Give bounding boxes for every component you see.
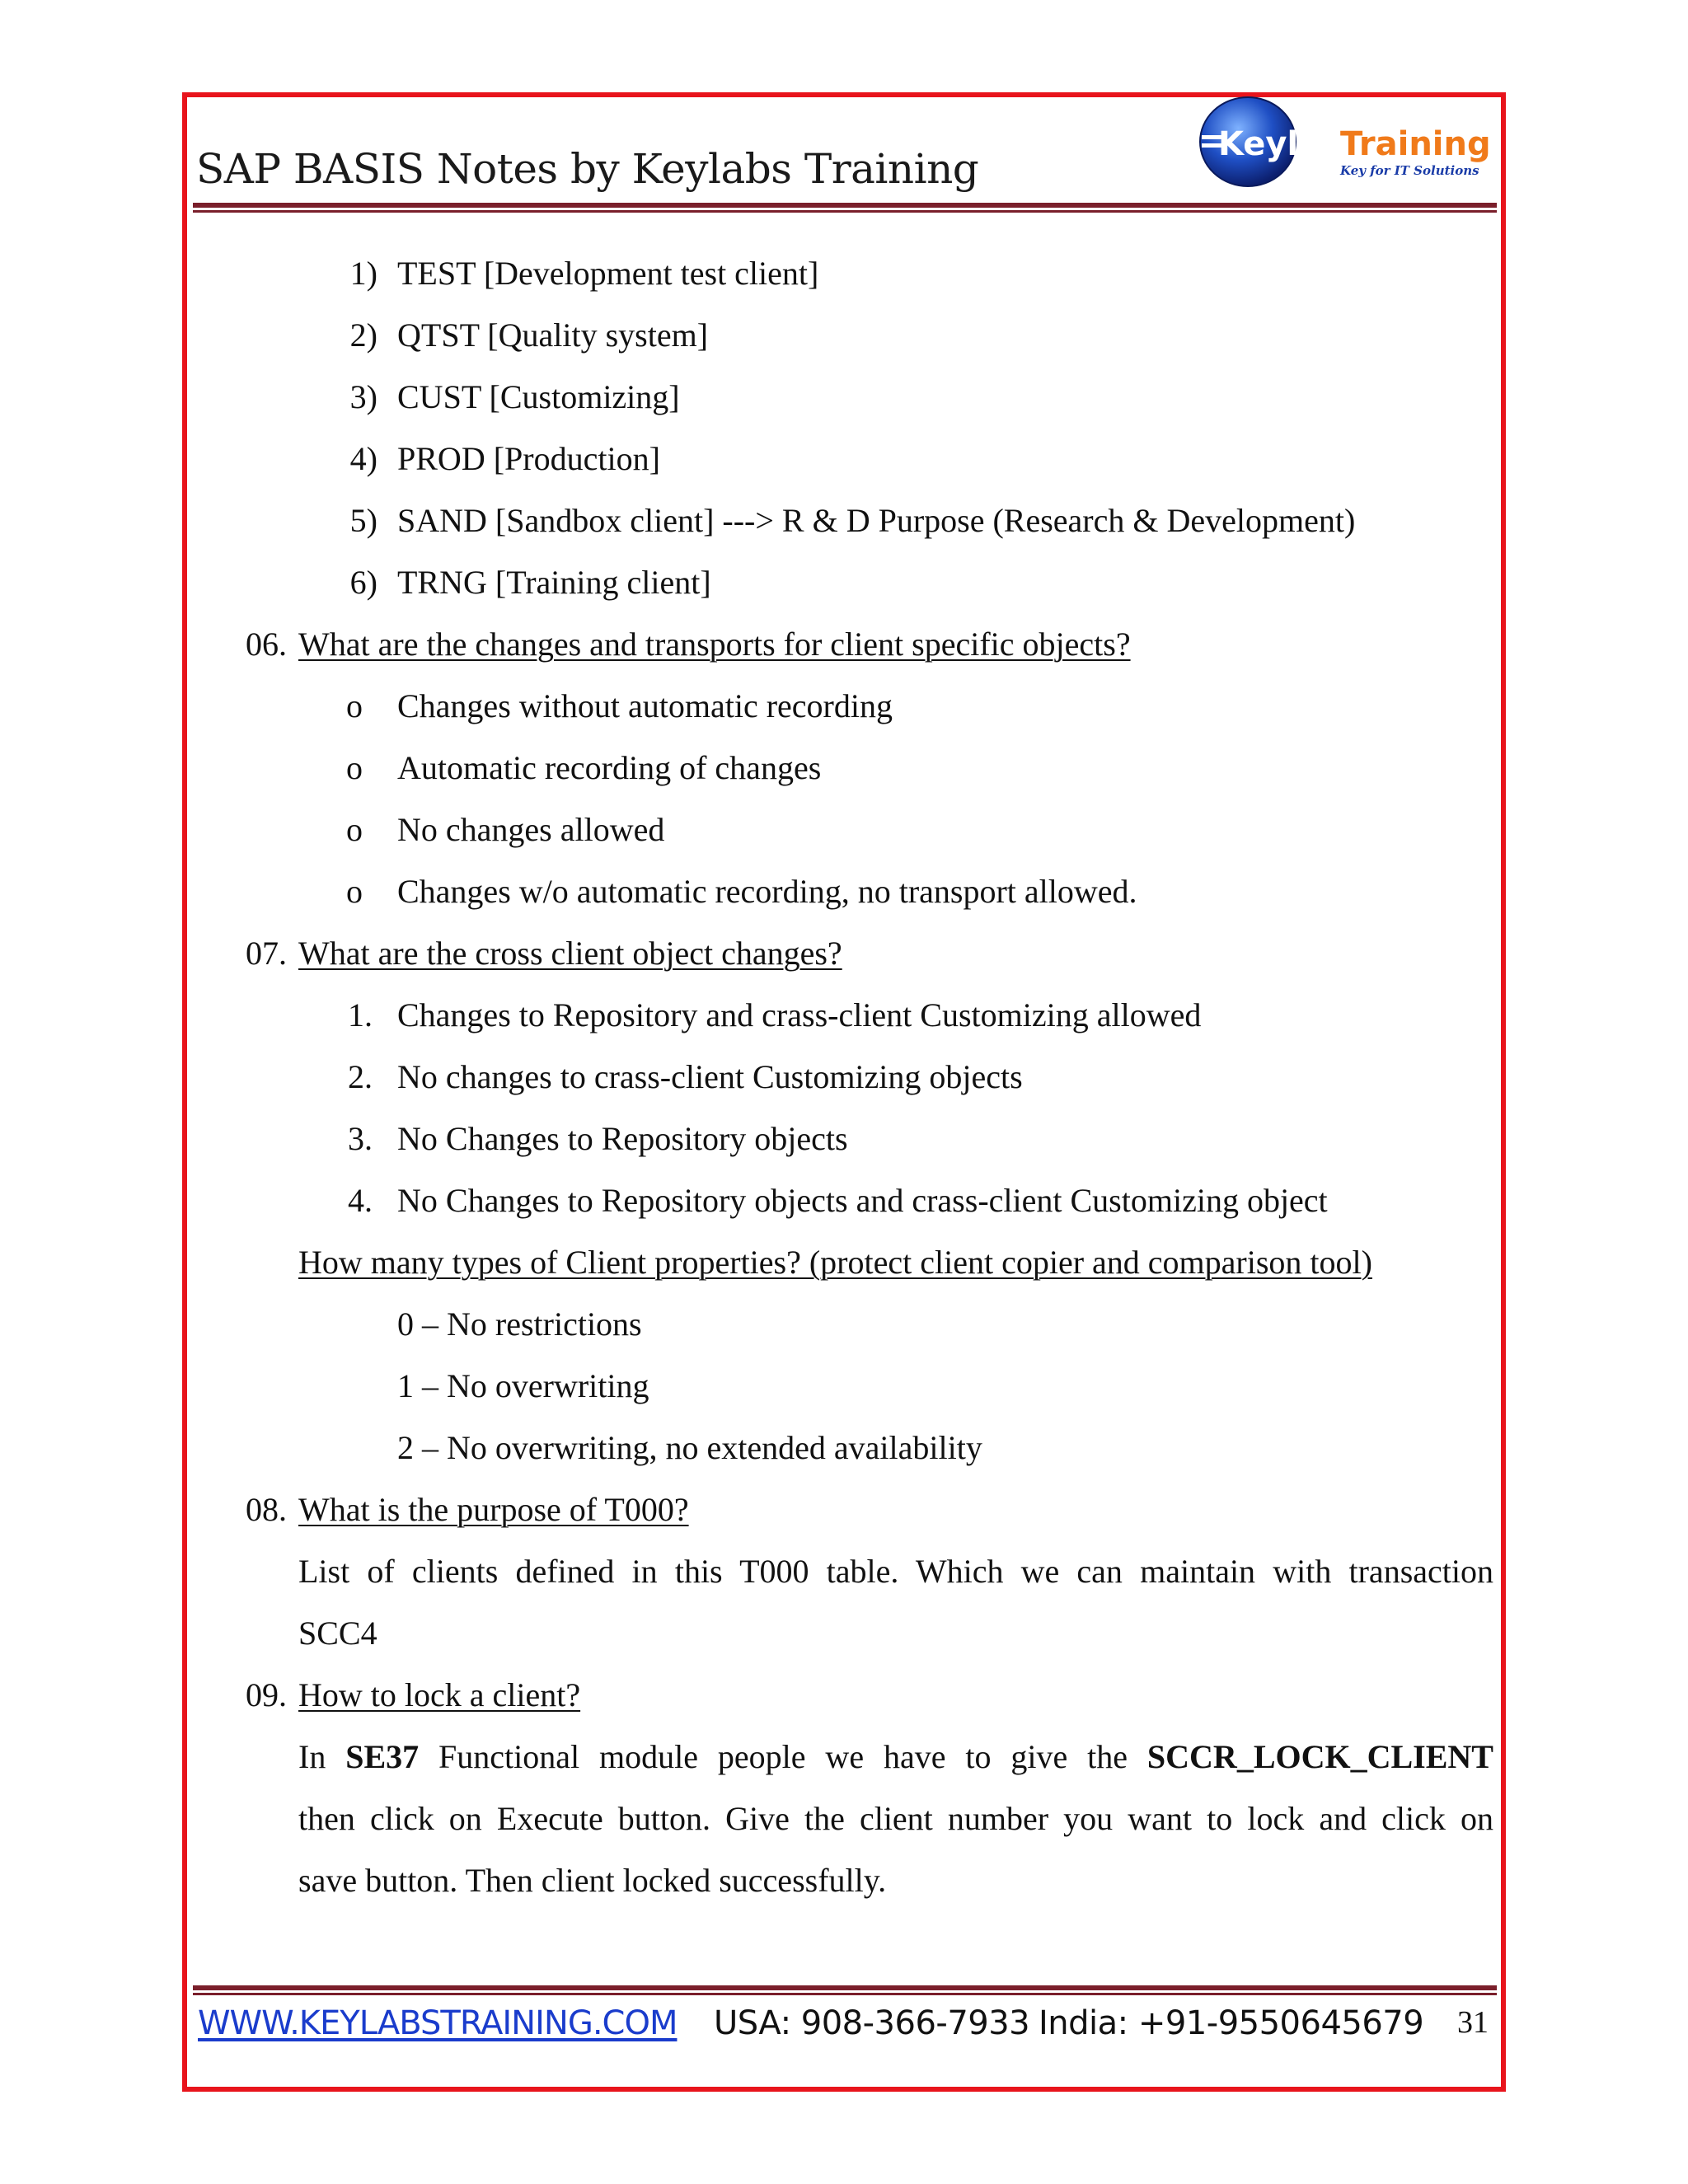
list-item: No Changes to Repository objects (397, 1120, 848, 1157)
list-number: 3) (349, 378, 377, 415)
list-item: QTST [Quality system] (397, 316, 709, 354)
list-item: SAND [Sandbox client] ---> R & D Purpose (Research & Development) (397, 502, 1356, 539)
question-number: 07. (246, 935, 287, 972)
keylabs-logo (1193, 92, 1491, 194)
footer-rule (193, 1985, 1497, 1990)
list-item: TRNG [Training client] (397, 564, 711, 601)
sub-question-heading: How many types of Client properties? (protect client copier and comparison tool) (298, 1244, 1372, 1281)
question-number: 09. (246, 1676, 287, 1713)
list-item: Automatic recording of changes (397, 749, 822, 786)
list-item: No changes to crass-client Customizing objects (397, 1058, 1023, 1095)
list-number: 5) (349, 502, 377, 539)
list-number: 6) (349, 564, 377, 601)
logo-text-training: Training (1340, 125, 1491, 163)
list-number: 4) (349, 440, 377, 477)
header-rule (193, 203, 1497, 208)
list-number: 4. (348, 1182, 373, 1219)
list-item: TEST [Development test client] (397, 255, 819, 292)
page-number: 31 (1457, 2005, 1489, 2040)
footer-website-link[interactable]: WWW.KEYLABSTRAINING.COM (198, 2004, 678, 2042)
answer-text (298, 1737, 1493, 1776)
bullet-icon: o (346, 687, 363, 724)
transaction-code: SE37 (345, 1738, 420, 1775)
list-item: 1 – No overwriting (397, 1367, 649, 1404)
list-number: 2. (348, 1058, 373, 1095)
list-item: Changes w/o automatic recording, no transport allowed. (397, 873, 1137, 910)
list-number: 1) (349, 255, 377, 292)
question-heading: What are the changes and transports for client specific objects? (298, 626, 1131, 663)
footer-rule-thin (193, 1993, 1497, 1995)
answer-text: SCC4 (298, 1615, 377, 1652)
list-number: 3. (348, 1120, 373, 1157)
answer-text-part: Functional module people we have to give the (419, 1738, 1147, 1775)
list-item: 0 – No restrictions (397, 1305, 642, 1343)
question-heading: What is the purpose of T000? (298, 1491, 689, 1528)
logo-text-keylabs: Keylabs (1218, 125, 1364, 163)
answer-text: save button. Then client locked successfully. (298, 1862, 887, 1899)
list-item: No changes allowed (397, 811, 665, 848)
list-number: 1. (348, 996, 373, 1033)
bullet-icon: o (346, 873, 363, 910)
list-item: Changes without automatic recording (397, 687, 893, 724)
header-rule-thin (193, 210, 1497, 213)
footer-usa-phone: USA: 908-366-7933 (714, 2004, 1030, 2042)
logo-tagline: Key for IT Solutions (1340, 163, 1479, 178)
list-item: Changes to Repository and crass-client Customizing allowed (397, 996, 1202, 1033)
header-title: SAP BASIS Notes by Keylabs Training (196, 145, 979, 193)
list-item: No Changes to Repository objects and crass-client Customizing object (397, 1182, 1328, 1219)
list-item: PROD [Production] (397, 440, 660, 477)
question-number: 06. (246, 626, 287, 663)
answer-text-part: In (298, 1738, 346, 1775)
answer-text: List of clients defined in this T000 table. Which we can maintain with transaction (298, 1553, 1493, 1590)
answer-text: then click on Execute button. Give the client number you want to lock and click on (298, 1800, 1493, 1837)
question-heading: What are the cross client object changes? (298, 935, 842, 972)
function-module-name: SCCR_LOCK_CLIENT (1146, 1738, 1493, 1775)
bullet-icon: o (346, 811, 363, 848)
list-item: CUST [Customizing] (397, 378, 680, 415)
list-item: 2 – No overwriting, no extended availability (397, 1429, 982, 1466)
footer-india-phone: India: +91-9550645679 (1039, 2004, 1424, 2042)
question-number: 08. (246, 1491, 287, 1528)
list-number: 2) (349, 316, 377, 354)
question-heading: How to lock a client? (298, 1676, 581, 1713)
bullet-icon: o (346, 749, 363, 786)
